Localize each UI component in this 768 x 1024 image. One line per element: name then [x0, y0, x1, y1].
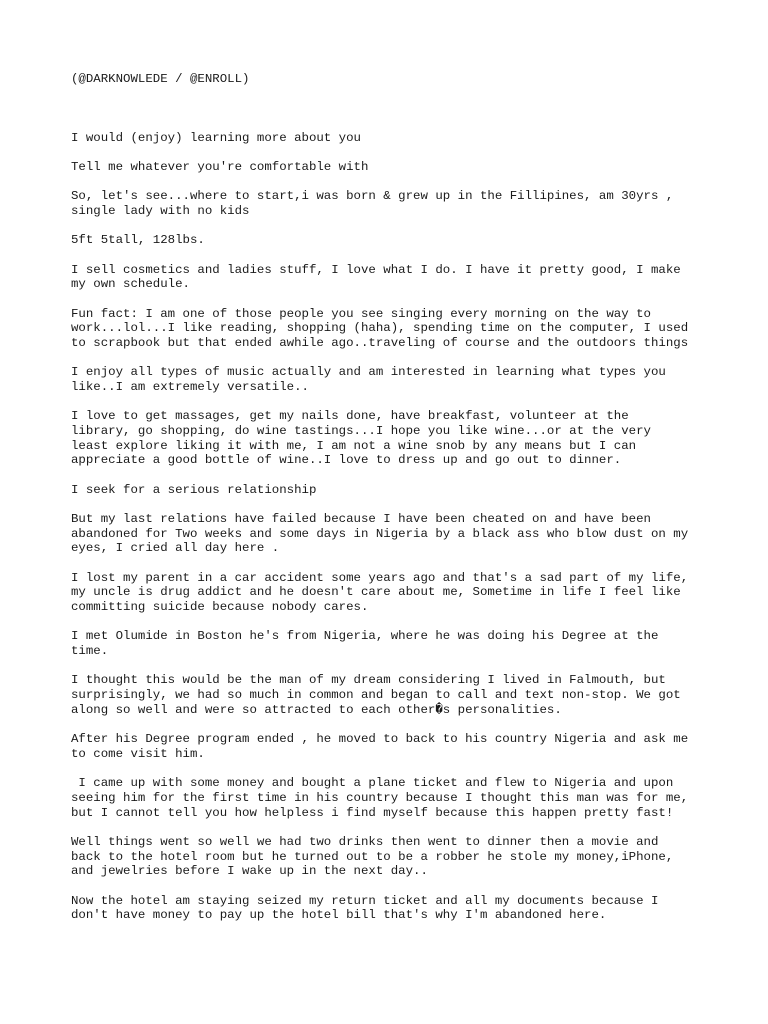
paragraph: I thought this would be the man of my dream considering I lived in Falmouth, but surprisingly, we had so much in common and began to call and text non-stop. We got along so well and were so attracted to each other�s personalities. [71, 673, 681, 717]
paragraph: I sell cosmetics and ladies stuff, I love what I do. I have it pretty good, I make my own schedule. [71, 262, 681, 292]
paragraph: I seek for a serious relationship [71, 482, 317, 497]
paragraph: I would (enjoy) learning more about you [71, 130, 361, 145]
paragraph: After his Degree program ended , he moved to back to his country Nigeria and ask me to come visit him. [71, 732, 689, 761]
paragraph: I love to get massages, get my nails done, have breakfast, volunteer at the library, go shopping, do wine tastings...I hope you like wine...or at the very least explore liking it with me, I am not a wine snob by any means but I can appreciate a good bottle of wine..I love to dress up and go out to dinner. [71, 409, 651, 468]
paragraph: Tell me whatever you're comfortable with [71, 160, 369, 174]
paragraph: Fun fact: I am one of those people you see singing every morning on the way to work...lol...I like reading, shopping (haha), spending time on the computer, I used to scrapbook but that ended awhile ago..traveling of course and the outdoors things [71, 306, 689, 350]
paragraph: I lost my parent in a car accident some years ago and that's a sad part of my life, my uncle is drug addict and he doesn't care about me, Sometime in life I feel like committing suicide because nobody cares. [71, 570, 689, 615]
document-header: (@DARKNOWLEDE / @ENROLL) [71, 72, 250, 86]
paragraph: I enjoy all types of music actually and am interested in learning what types you like..I am extremely versatile.. [71, 365, 666, 394]
paragraph: I met Olumide in Boston he's from Nigeria, where he was doing his Degree at the time. [71, 629, 659, 659]
paragraph: Now the hotel am staying seized my return ticket and all my documents because I don't have money to pay up the hotel bill that's why I'm abandoned here. [71, 893, 659, 923]
document-body [71, 72, 711, 938]
paragraph: I came up with some money and bought a plane ticket and flew to Nigeria and upon seeing him for the first time in his country because I thought this man was for me, but I cannot tell you how helpless i find myself because this happen pretty fast! [71, 776, 689, 820]
paragraph: But my last relations have failed because I have been cheated on and have been abandoned for Two weeks and some days in Nigeria by a black ass who blow dust on my eyes, I cried all day here . [71, 512, 689, 556]
paragraph: 5ft 5tall, 128lbs. [71, 233, 205, 248]
paragraph: Well things went so well we had two drinks then went to dinner then a movie and back to the hotel room but he turned out to be a robber he stole my money,iPhone, and jewelries before I wake up in the next day.. [71, 834, 674, 879]
paragraph: So, let's see...where to start,i was born & grew up in the Fillipines, am 30yrs , single lady with no kids [71, 189, 674, 218]
